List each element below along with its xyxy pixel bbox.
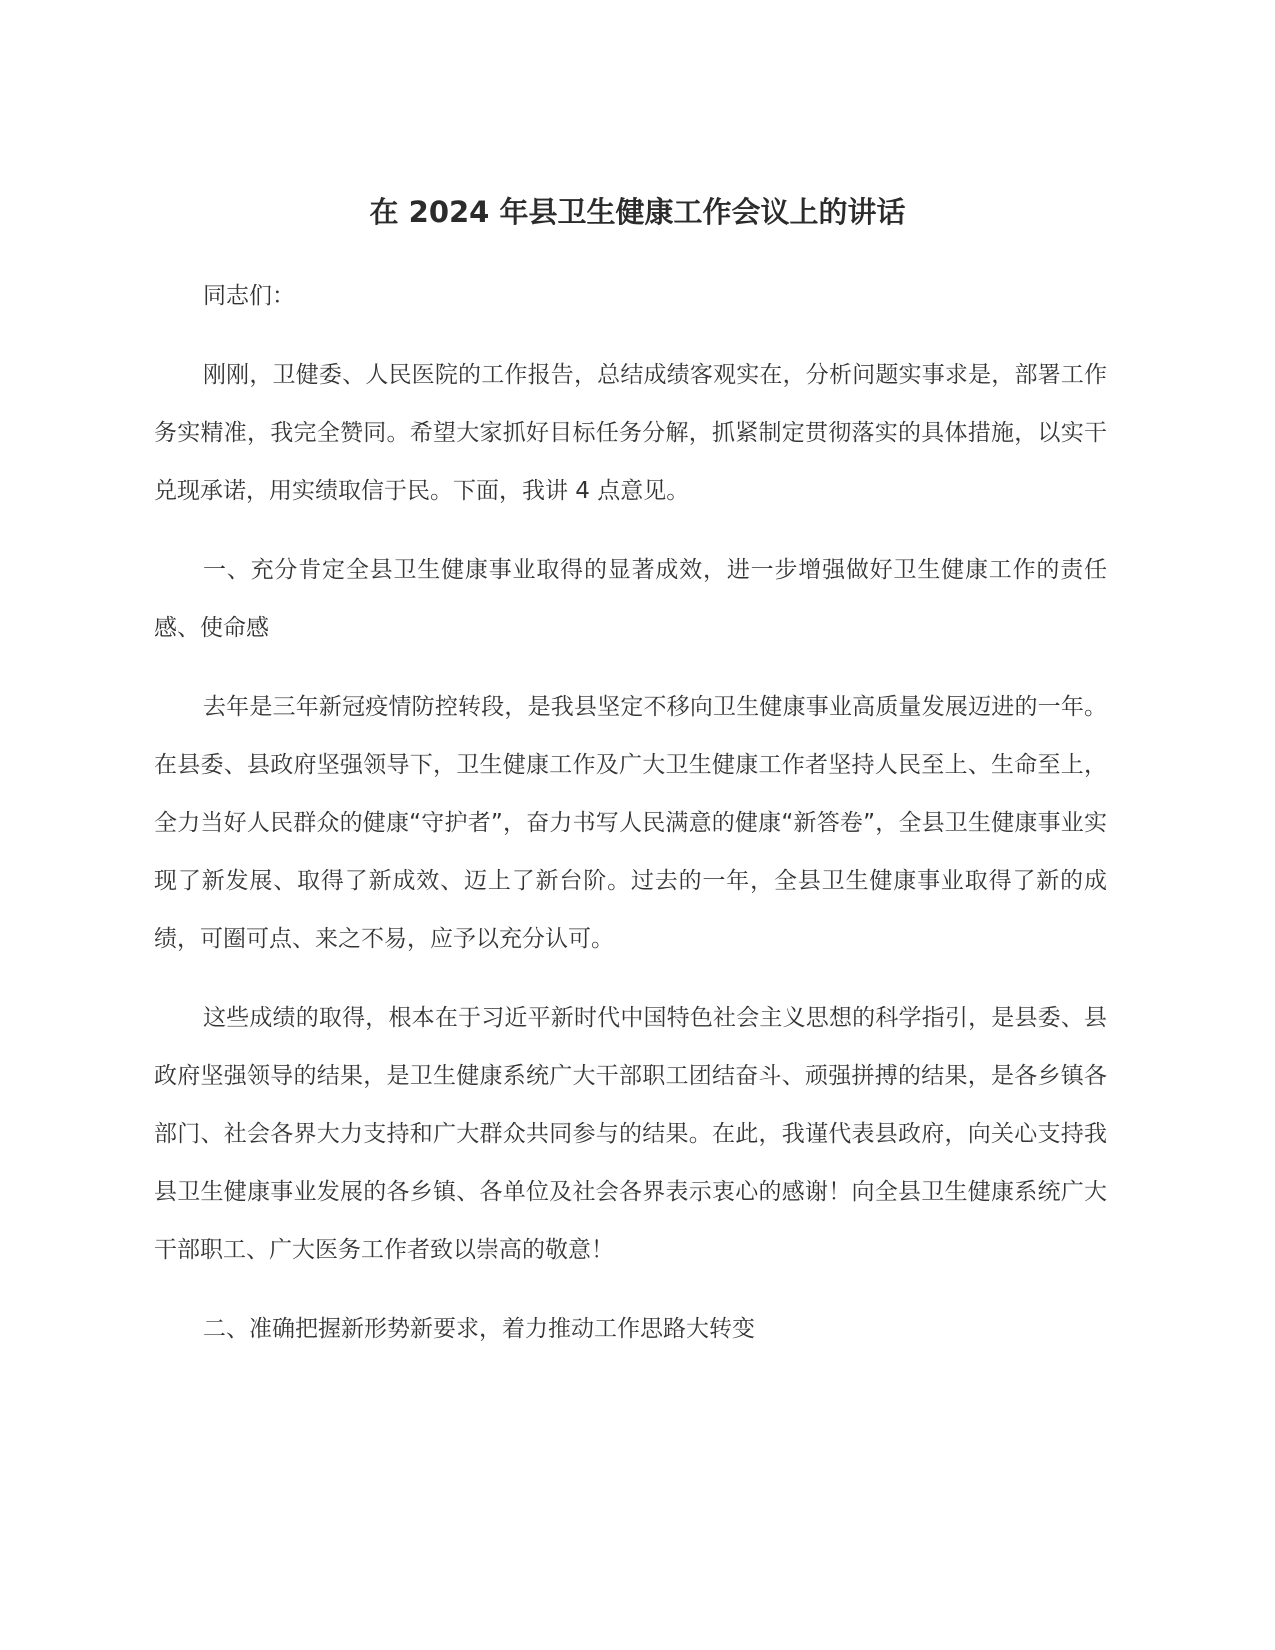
body-paragraph: 这些成绩的取得，根本在于习近平新时代中国特色社会主义思想的科学指引，是县委、县政府坚强领导的结果，是卫生健康系统广大干部职工团结奋斗、顽强拼搏的结果，是各乡镇各部门、社会各界大力支持和广大群众共同参与的结果。在此，我谨代表县政府，向关心支持我县卫生健康事业发展的各乡镇、各单位及社会各界表示衷心的感谢！向全县卫生健康系统广大干部职工、广大医务工作者致以崇高的敬意！ [154,1005,1107,1263]
document-body [154,267,1107,1379]
body-paragraph: 去年是三年新冠疫情防控转段，是我县坚定不移向卫生健康事业高质量发展迈进的一年。在县委、县政府坚强领导下，卫生健康工作及广大卫生健康工作者坚持人民至上、生命至上，全力当好人民群众的健康“守护者”，奋力书写人民满意的健康“新答卷”，全县卫生健康事业实现了新发展、取得了新成效、迈上了新台阶。过去的一年，全县卫生健康事业取得了新的成绩，可圈可点、来之不易，应予以充分认可。 [154,694,1107,952]
intro-paragraph: 刚刚，卫健委、人民医院的工作报告，总结成绩客观实在，分析问题实事求是，部署工作务实精准，我完全赞同。希望大家抓好目标任务分解，抓紧制定贯彻落实的具体措施，以实干兑现承诺，用实绩取信于民。下面，我讲 4 点意见。 [154,362,1107,504]
salutation: 同志们： [203,283,295,309]
section-heading-1: 一、充分肯定全县卫生健康事业取得的显著成效，进一步增强做好卫生健康工作的责任感、使命感 [154,557,1107,641]
section-heading-2: 二、准确把握新形势新要求，着力推动工作思路大转变 [203,1316,755,1342]
document-title: 在 2024 年县卫生健康工作会议上的讲话 [369,195,906,229]
